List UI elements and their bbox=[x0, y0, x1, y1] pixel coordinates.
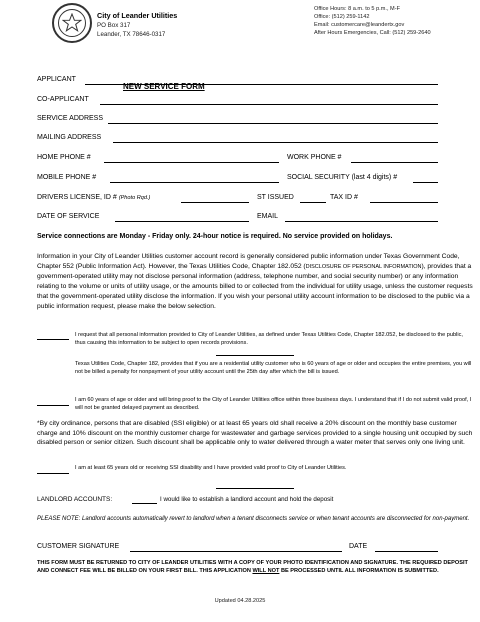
updated-date: Updated 04.28.2025 bbox=[214, 598, 266, 604]
senior-info-text: Texas Utilities Code, Chapter 182, provides that if you are a residential utility customer who is 60 years of age or older and occupies the entire premises, you will not be billed a penalty for nonpayment of your utility account until the 25th day after which the bill is issued. bbox=[75, 361, 472, 375]
drivers-license-label bbox=[37, 194, 150, 201]
will-not-emphasis: WILL NOT bbox=[252, 568, 280, 574]
disclose-option-text: I request that all personal information provided to City of Leander Utilities, as defined under Texas Utilities Code, Chapter 182.052, be disclosed to the public, thus causing this information to be subject to open records provisions. bbox=[75, 332, 463, 346]
form-title: NEW SERVICE FORM bbox=[123, 82, 205, 91]
discount-paragraph: *By city ordinance, persons that are disabled (SSI eligible) or at least 65 years old shall receive a 20% discount on the monthly base customer charge and 10% discount on the monthly customer charge for wastewater and garbage services provided to a single housing unit occupied by such disabled person or senior citizen. Such discount shall be applicable only to water delivered through a water meter that serves only one living unit. bbox=[37, 420, 473, 446]
st-issued-label: ST ISSUED bbox=[257, 194, 294, 201]
privacy-text-1: Information in your City of Leander Utilities customer account record is generally considered public information under Texas Government Code, Chapter 552 (Public Information Act). However, the Texas Utilities Code, Chapter 182.052 ( bbox=[37, 253, 460, 270]
senior-65-checkbox-line[interactable] bbox=[37, 473, 69, 474]
landlord-checkbox-line[interactable] bbox=[132, 503, 157, 504]
org-name: City of Leander Utilities bbox=[97, 11, 178, 20]
contact-email: Email: customercare@leandertx.gov bbox=[314, 22, 405, 28]
tax-id-field[interactable] bbox=[370, 202, 438, 203]
customer-signature-field[interactable] bbox=[130, 551, 342, 552]
date-of-service-label: DATE OF SERVICE bbox=[37, 213, 100, 220]
email-label: EMAIL bbox=[257, 213, 279, 220]
photo-required-note: (Photo Rqd.) bbox=[118, 195, 151, 201]
home-phone-label: HOME PHONE # bbox=[37, 154, 91, 161]
disclose-checkbox-line[interactable] bbox=[37, 339, 69, 340]
st-issued-field[interactable] bbox=[300, 202, 326, 203]
applicant-field[interactable] bbox=[85, 84, 438, 85]
tax-id-label: TAX ID # bbox=[330, 194, 358, 201]
after-hours-phone: After Hours Emergencies, Call: (512) 259-2640 bbox=[314, 30, 431, 36]
service-address-field[interactable] bbox=[108, 123, 438, 124]
mobile-phone-label: MOBILE PHONE # bbox=[37, 174, 97, 181]
mailing-address-field[interactable] bbox=[113, 142, 438, 143]
co-applicant-field[interactable] bbox=[100, 104, 438, 105]
service-address-label: SERVICE ADDRESS bbox=[37, 115, 104, 122]
disclose-initials-line[interactable] bbox=[216, 355, 294, 356]
customer-signature-label: CUSTOMER SIGNATURE bbox=[37, 543, 120, 550]
home-phone-field[interactable] bbox=[104, 162, 279, 163]
landlord-note: PLEASE NOTE: Landlord accounts automatically revert to landlord when a tenant disconnects service or when tenant accounts are disconnected for non-payment. bbox=[37, 516, 470, 522]
return-instructions-text-1: THIS FORM MUST BE RETURNED TO CITY OF LEANDER UTILITIES WITH A COPY OF YOUR PHOTO IDENTIFICATION AND SIGNATURE. THE REQUIRED DEPOSIT AND CONNECT FEE WILL BE BILLED ON YOUR FIRST BILL. THIS APPLICATION bbox=[37, 560, 468, 574]
ssn-field[interactable] bbox=[413, 182, 438, 183]
privacy-text-2: ), provides that a government-operated utility may not disclose personal information (address, telephone number, and social security number) or any information relating to the volume or units of utility usage, or the amounts billed to or collected from the individual for utility usage, unless the customer requests that the government-operated utility disclose the information. If you wish your personal utility account information to be disclosed to the public via a public information request, please make the below selection. bbox=[37, 263, 473, 310]
work-phone-label: WORK PHONE # bbox=[287, 154, 342, 161]
drivers-license-field[interactable] bbox=[181, 202, 249, 203]
signature-date-field[interactable] bbox=[375, 551, 438, 552]
senior-60-option-text: I am 60 years of age or older and will bring proof to the City of Leander Utilities office within three business days. I understand that if I do not submit valid proof, I will not be granted delayed payment as described. bbox=[75, 397, 472, 411]
signature-date-label: DATE bbox=[349, 543, 368, 550]
co-applicant-label: CO-APPLICANT bbox=[37, 96, 89, 103]
city-seal-logo bbox=[52, 3, 92, 43]
office-phone: Office: (512) 259-1142 bbox=[314, 14, 370, 20]
office-hours: Office Hours: 8 a.m. to 5 p.m., M-F bbox=[314, 6, 401, 12]
senior-60-checkbox-line[interactable] bbox=[37, 405, 69, 406]
ssn-label: SOCIAL SECURITY (last 4 digits) # bbox=[287, 174, 398, 181]
senior-65-initials-line[interactable] bbox=[216, 488, 294, 489]
work-phone-field[interactable] bbox=[351, 162, 438, 163]
privacy-paragraph bbox=[37, 252, 477, 312]
mobile-phone-field[interactable] bbox=[110, 182, 279, 183]
landlord-label: LANDLORD ACCOUNTS: bbox=[37, 496, 113, 503]
star-icon bbox=[62, 13, 82, 33]
senior-65-option-text: I am at least 65 years old or receiving SSI disability and I have provided valid proof to City of Leander Utilities. bbox=[75, 465, 347, 471]
drivers-license-text: DRIVERS LICENSE, ID # bbox=[37, 194, 117, 201]
date-of-service-field[interactable] bbox=[115, 221, 249, 222]
service-connections-note: Service connections are Monday - Friday only. 24-hour notice is required. No service provided on holidays. bbox=[37, 233, 393, 240]
landlord-option-text: I would like to establish a landlord account and hold the deposit bbox=[160, 496, 334, 503]
privacy-small-caps: DISCLOSURE OF PERSONAL INFORMATION bbox=[305, 264, 422, 270]
return-instructions-text-2: BE PROCESSED UNTIL ALL INFORMATION IS SUBMITTED. bbox=[279, 568, 439, 574]
return-instructions bbox=[37, 559, 477, 575]
mailing-address-label: MAILING ADDRESS bbox=[37, 134, 102, 141]
applicant-label: APPLICANT bbox=[37, 76, 76, 83]
address-line-1: PO Box 317 bbox=[97, 22, 131, 29]
address-line-2: Leander, TX 78646-0317 bbox=[97, 31, 166, 38]
email-field[interactable] bbox=[285, 221, 438, 222]
